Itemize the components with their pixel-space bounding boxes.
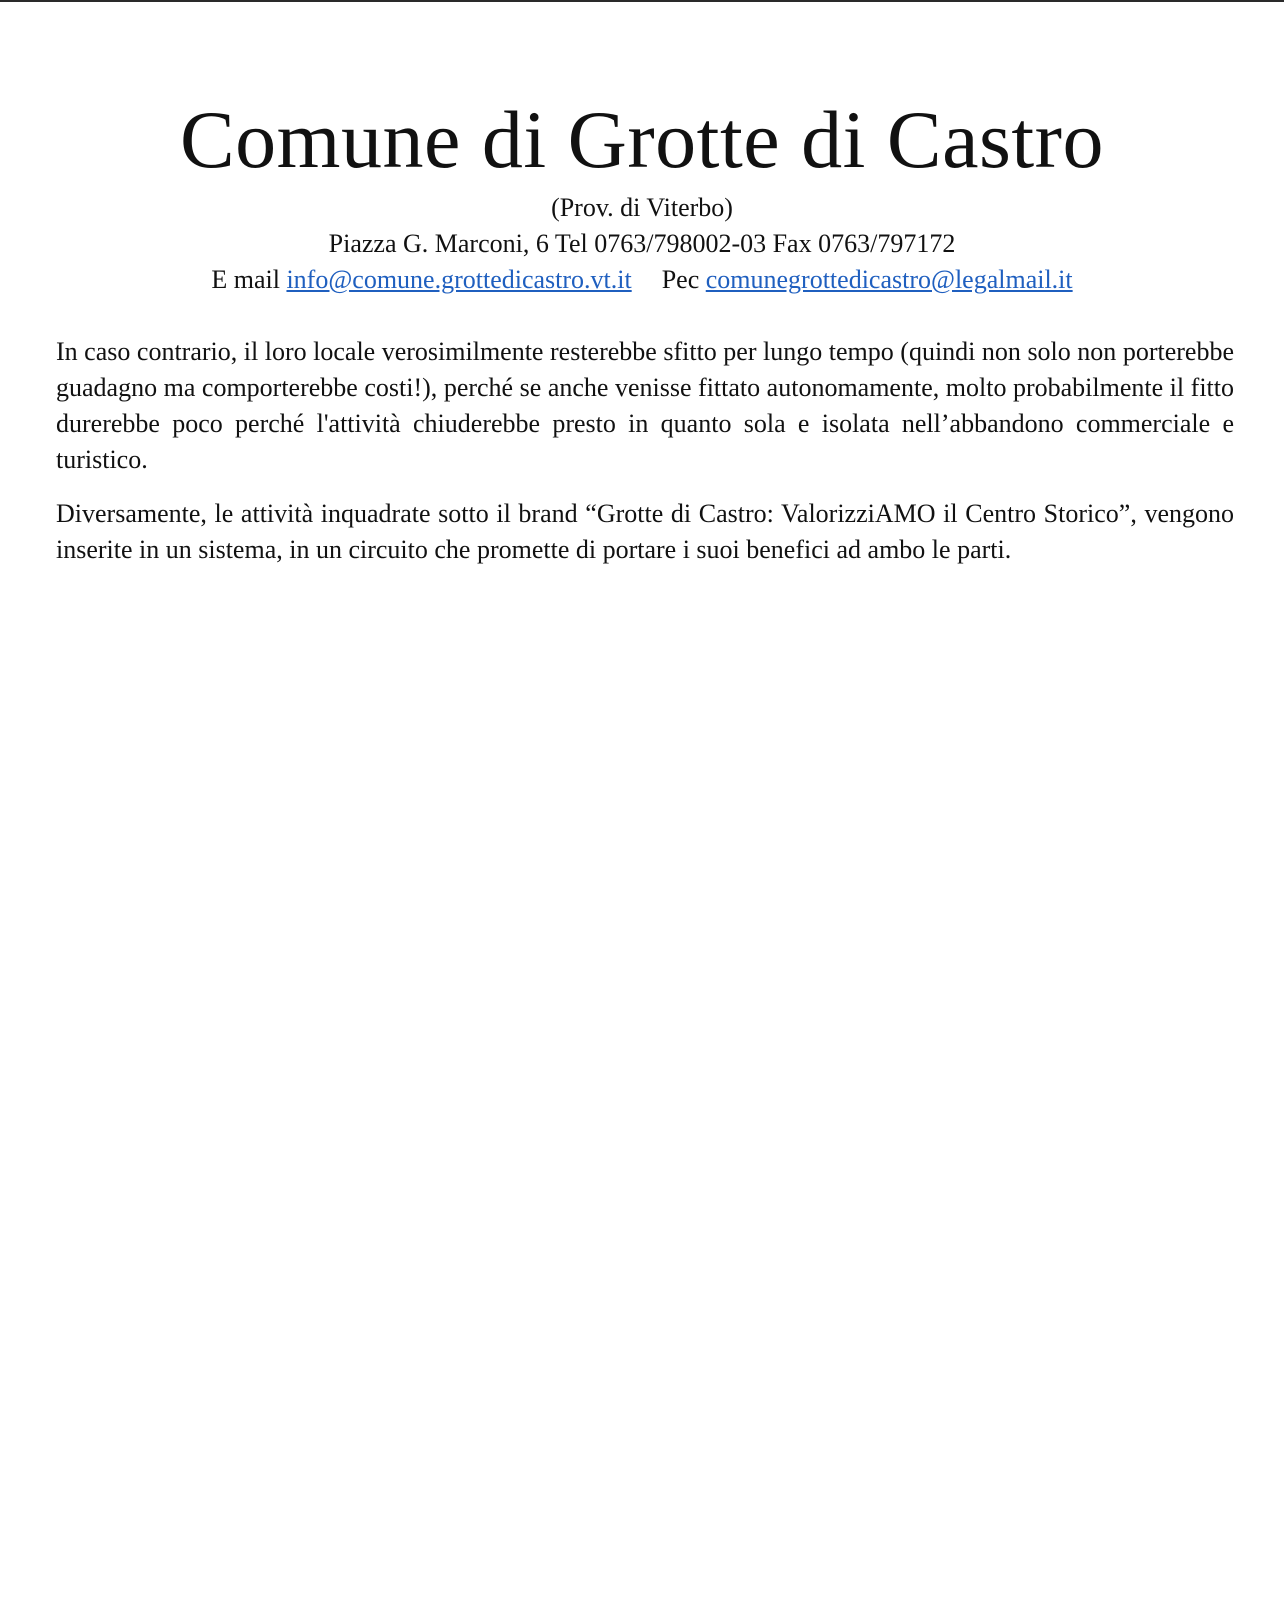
paragraph-1: In caso contrario, il loro locale verosimilmente resterebbe sfitto per lungo tempo (quindi non solo non porterebbe guadagno ma comporterebbe costi!), perché se anche venisse fittato autonomamente, molto probabilmente il fitto durerebbe poco perché l'attività chiuderebbe presto in quanto sola e isolata nell’abbandono commerciale e turistico. (56, 337, 1234, 474)
top-border (0, 0, 1284, 2)
document-body (56, 334, 1234, 586)
pec-label: Pec (661, 265, 700, 294)
contact-line (0, 262, 1284, 298)
email-label: E mail (211, 265, 280, 294)
address-line: Piazza G. Marconi, 6 Tel 0763/798002-03 Fax 0763/797172 (328, 229, 956, 258)
page-title: Comune di Grotte di Castro (179, 94, 1104, 185)
pec-link[interactable]: comunegrottedicastro@legalmail.it (705, 265, 1073, 294)
email-link[interactable]: info@comune.grottedicastro.vt.it (286, 265, 632, 294)
paragraph-2: Diversamente, le attività inquadrate sotto il brand “Grotte di Castro: ValorizziAMO il Centro Storico”, vengono inserite in un sistema, in un circuito che promette di portare i suoi benefici ad ambo le parti. (56, 499, 1234, 564)
province-line: (Prov. di Viterbo) (551, 193, 733, 222)
letterhead (0, 92, 1284, 298)
